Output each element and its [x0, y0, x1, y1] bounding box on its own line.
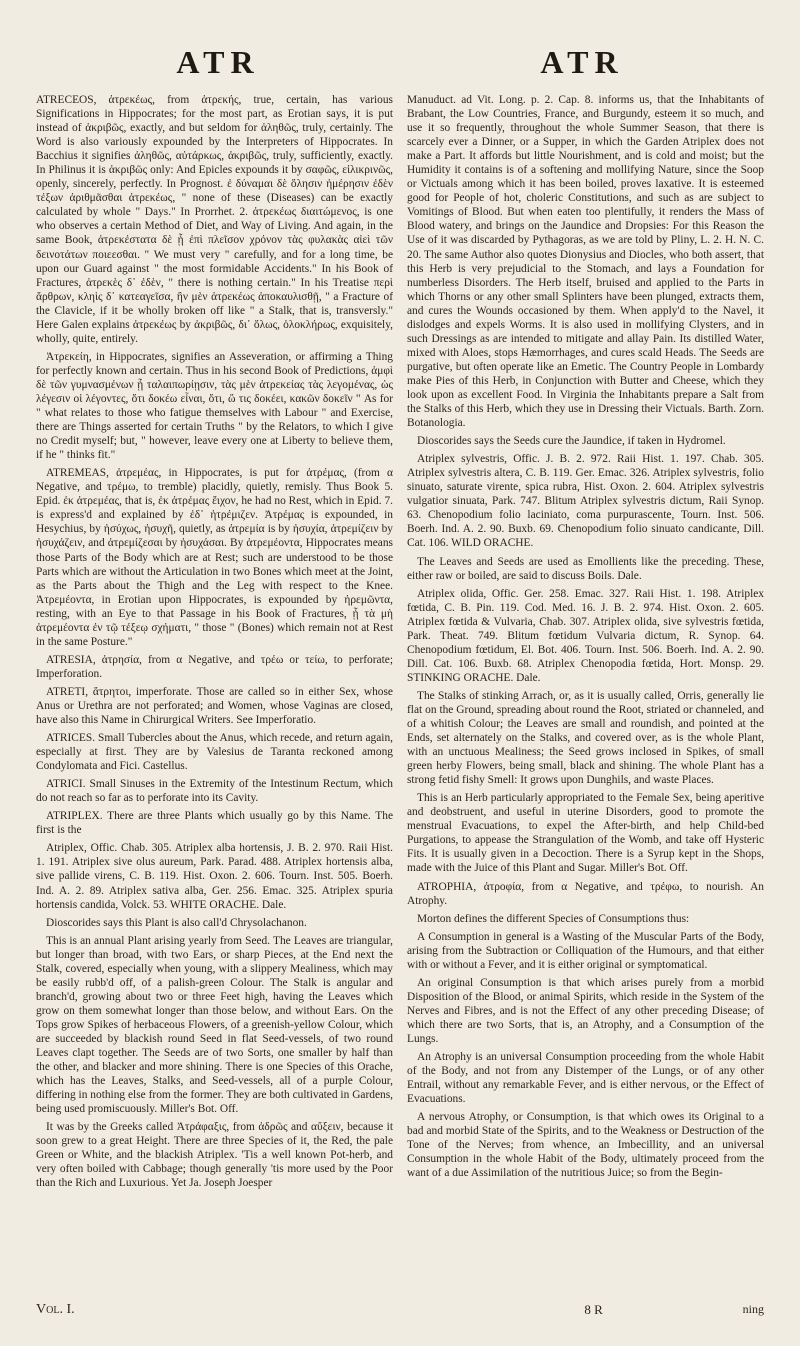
atriplex-greeks: It was by the Greeks called Ἀτράφαξις, from ἀδρῶς and αὔξειν, because it soon grew to a great Height. There are three Species of it, the Red, the pale Green or White, and the blackish Atriplex. 'Tis a well known Pot-herb, and very often boiled with Cabbage; though generally 'tis more used by the Poor than the Rich and Luxurious. Yet Ja. Joseph Joesper	[36, 1121, 393, 1190]
catchword: ning	[742, 1302, 764, 1316]
signature-mark: 8 R	[584, 1302, 603, 1317]
entry-atremeas: ATREMEAS, ἀτρεμέας, in Hippocrates, is put for ἀτρέμας, (from α Negative, and τρέμω, to tremble) placidly, quietly, remisly. Thus Book 5. Epid. ἐκ ἀτρεμέας, that is, ἐκ ἀτρέμας ἔιχον, he had no Rest, which in Epid. 7. is express'd and explained by ἐδ᾽ ἠτρέμιζεν. Ἀτρέμας is expounded, in Hesychius, by ἡσύχως, ἠσυχῆ, quietly, as ἀτρεμία is by ἡσυχία, ἀτρεμίζειν by ἡσυχάζειν, and ἀτρεμίζεσαι by ἡσυχάσαι. By ἀτρεμέοντα, Hippocrates means those Parts of the Body which are at Rest; such are understood to be those Parts which are without the Articulation in two Bones which meet at the Joint, as the Parts about the Thigh and the Leg with respect to the Knee. Ἀτρεμέοντα, in Erotian upon Hippocrates, is expounded by ἠρεμῶντα, resting, with an Eye to that Passage in his Book of Fractures, ᾗ τὰ μὴ ἀτρεμέοντα ἐν τῷ τέξεῳ σχήματι, " those " (Bones) which remain not at Rest in the same Posture."	[36, 467, 393, 648]
volume-label: Vol. I.	[36, 1302, 75, 1317]
entry-atreceos: ATRECEOS, ἀτρεκέως, from ἀτρεκής, true, certain, has various Significations in Hippocrates; for the most part, as Erotian says, it is put instead of ἀκριβῶς, exactly, and but seldom for ἀληθῶς, truly, certainly. The Word is also variously expounded by the Interpreters of Hippocrates. In Bacchius it signifies ἀληθῶς, αὐτάρκως, ἀκριβῶς, truly, sufficiently, exactly. In Philinus it is ἀκριβῶς only: And Epicles expounds it by σαφῶς, εἰλικρινῶς, openly, sincerely, perfectly. In Prognost. ἐ δύναμαι δὲ ὅλησιν ἡμέρησιν ἐδὲν τέξων ἀριθμᾶσθαι ἀτρεκέως, " none of these (Diseases) can be exactly calculated by whole " Days." In Prorrhet. 2. ἀτρεκέως διαιτώμενος, is one who observes a certain Method of Diet, and Way of Living. And again, in the same Book, ἀτρεκέστατα δὲ ᾗ ἐπὶ πλεῖσον χρόνον τὰς φυλακὰς αἰεὶ τῶν δεινοτάτων ποιεεσθαι. " We must very " carefully, and for a long time, be upon our Guard against " the most formidable Accidents." In his Book of Fractures, ἀτρεκὲς δ᾽ ἐδὲν, " there is nothing certain." In his Treatise περὶ ἄρθρων, κληὶς δ᾽ κατεαγεῖσα, ἢν μὲν ἀτρεκέως ἀποκαυλισθῇ, " a Fracture of the Clavicle, if it be wholly broken off like " a Stalk, that is, transversly." Here Galen explains ἀτρεκέως by ἀκριβῶς, δι᾽ ὅλως, ὁλοκλήρως, exquisitely, wholly, quite, entirely.	[36, 94, 393, 345]
consumption-original: An original Consumption is that which arises purely from a morbid Disposition of the Blood, or animal Spirits, which reside in the System of the Nerves and Fibres, and is not the Effect of any other preceding Disease; of which there are two Sorts, that is, an Atrophy, and a Consumption of the Lungs.	[407, 976, 764, 1045]
entry-atrophia: ATROPHIA, ἀτροφία, from α Negative, and τρέφω, to nourish. An Atrophy.	[407, 880, 764, 907]
page-footer	[36, 1302, 764, 1318]
consumption-general: A Consumption in general is a Wasting of the Muscular Parts of the Body, arising from the Subtraction or Colliquation of the Humours, and that either with or without a Fever, and it is either original or symptomatical.	[407, 930, 764, 971]
atriplex-synonyms: Atriplex, Offic. Chab. 305. Atriplex alba hortensis, J. B. 2. 970. Raii Hist. 1. 191. Atriplex sive olus aureum, Park. Parad. 488. Atriplex hortensis alba, sive pallide virens, C. B. 119. Hist. Oxon. 2. 606. Tourn. Inst. 505. Boerh. Ind. A. 2. 89. Atriplex sativa alba, Ger. 256. Emac. 325. Atriplex spuria hortensis candida, Volck. 53. WHITE ORACHE. Dale.	[36, 842, 393, 911]
atriplex-description: This is an annual Plant arising yearly from Seed. The Leaves are triangular, but longer than broad, with two Ears, or sharp Pieces, at the End next the Stalk, covered, especially when young, with a slippery Mealiness, which may be easily rubb'd off, of a palish-green Colour. The Stalk is angular and branch'd, growing about two or three Feet high, having the Leaves which grow on them somewhat longer than those below, and without Ears. On the Tops grow Spikes of herbaceous Flowers, of a greenish-yellow Colour, which are succeeded by blackish round Seed in flat Seed-vessels, of two round Leaves clapt together. The Seeds are of two Sorts, one smaller by half than the other, and blacker and more shining. There is one Species of this Orache, which has the Leaves, Stalks, and Seed-vessels, all of a purple Colour, differing in nothing else from the former. They are both cultivated in Gardens, being used promiscuously. Miller's Bot. Off.	[36, 934, 393, 1116]
entry-atriplex: ATRIPLEX. There are three Plants which usually go by this Name. The first is the	[36, 810, 393, 837]
nervous-atrophy: A nervous Atrophy, or Consumption, is that which owes its Original to a bad and morbid State of the Spirits, and to the Weakness or Destruction of the Tone of the Nerves; from whence, an Imbecillity, and an universal Consumption in the whole Habit of the Body, ultimately proceed from the want of a due Assimilation of the nutritious Juice; so from the Begin-	[407, 1111, 764, 1180]
wild-orache-synonyms: Atriplex sylvestris, Offic. J. B. 2. 972. Raii Hist. 1. 197. Chab. 305. Atriplex sylvestris altera, C. B. 119. Ger. Emac. 326. Atriplex sylvestris, folio sinuato, saturate virente, spica rubra, Hist. Oxon. 2. 604. Atriplex sylvestris vulgatior sinuata, Park. 747. Blitum Atriplex sylvestris dictum, Raii Synop. 63. Chenopodium folio laciniato, coma purpurascente, Tourn. Inst. 506. Boerh. Ind. A. 2. 90. Buxb. 69. Chenopodium folio sinuato candicante, Dill. Cat. 106. WILD ORACHE.	[407, 453, 764, 550]
left-column	[36, 93, 393, 1195]
atriplex-jaundice: Dioscorides says the Seeds cure the Jaundice, if taken in Hydromel.	[417, 435, 726, 448]
entry-atresia: ATRESIA, ἀτρησία, from α Negative, and τρέω or τείω, to perforate; Imperforation.	[36, 653, 393, 680]
running-head-left: ATR	[176, 44, 260, 80]
stinking-orache-synonyms: Atriplex olida, Offic. Ger. 258. Emac. 327. Raii Hist. 1. 198. Atriplex fœtida, C. B. Pin. 119. Cod. Med. 16. J. B. 2. 974. Hist. Oxon. 2. 605. Atriplex fœtida & Vulvaria, Chab. 307. Atriplex olida, sive sylvestris fœtida, Park. Theat. 749. Blitum fœtidum Vulvaria dictum, R. Synop. 64. Chenopodium fœtidum, El. Bot. 406. Tourn. Inst. 506. Boerh. Ind. A. 2. 90. Dill. Cat. 106. Buxb. 68. Atriplex Chenopodia fœtida, Hort. Monsp. 29. STINKING ORACHE. Dale.	[407, 587, 764, 684]
running-head-right: ATR	[540, 44, 624, 80]
text-columns	[36, 93, 764, 1195]
entry-atrices: ATRICES. Small Tubercles about the Anus, which recede, and return again, especially at first. They are by Valesius de Taranta reckoned among Condylomata and Fici. Castellus.	[36, 732, 393, 773]
entry-atrekeie: Ἀτρεκείη, in Hippocrates, signifies an Asseveration, or affirming a Thing for perfectly known and certain. Thus in his second Book of Predictions, ἀμφὶ δὲ τῶν γυμνασμένων ᾗ ταλαιπωρίῃσιν, τὰς μὲν ἀτρεκείας τὰς λεγομένας, ὡς λέγεσιν οἱ λέγοντες, ὅτι δοκέω εἶναι, ὅτι, ὥ τις δοκέει, κακῶν δοκεῖν " As for " what relates to those who fatigue themselves with Labour " and Exercise, there are Things asserted for certain Truths " by the Relators, to which I give no Credit myself; but, " however, leave every one at Liberty to believe them, if he " thinks fit."	[36, 350, 393, 462]
wild-orache-uses: The Leaves and Seeds are used as Emollients like the preceding. These, either raw or boiled, are said to discuss Boils. Dale.	[407, 555, 764, 582]
stinking-orache-description: The Stalks of stinking Arrach, or, as it is usually called, Orris, generally lie flat on the Ground, spreading about round the Root, striated or channeled, and of a whitish Colour; the Leaves are small and roundish, and pointed at the Ends, set alternately on the Stalks, and covered over, as is the whole Plant, with an unctuous Mealiness; the Seed grows inclosed in Spikes, of small green herby Flowers, being small, black and shining. The whole Plant has a strong fetid fishy Smell: It grows upon Dunghils, and waste Places.	[407, 689, 764, 787]
entry-atrici: ATRICI. Small Sinuses in the Extremity of the Intestinum Rectum, which do not reach so far as to perforate into its Cavity.	[36, 778, 393, 805]
atriplex-dioscorides: Dioscorides says this Plant is also call'd Chrysolachanon.	[46, 916, 307, 929]
entry-atreti: ATRETI, ἄτρητοι, imperforate. Those are called so in either Sex, whose Anus or Urethra are not perforated; and Women, whose Vaginas are closed, have also this Name in Chirurgical Writers. See Imperforatio.	[36, 685, 393, 727]
morton-definition: Morton defines the different Species of Consumptions thus:	[417, 912, 690, 925]
right-column	[407, 93, 764, 1195]
atrophy-definition: An Atrophy is an universal Consumption proceeding from the whole Habit of the Body, and not from any Distemper of the Lungs, or of any other Entrail, without any remarkable Fever, and is either nervous, or the Effect of Evacuations.	[407, 1051, 764, 1106]
stinking-orache-uses: This is an Herb particularly appropriated to the Female Sex, being aperitive and deobstruent, and useful in uterine Disorders, good to promote the menstrual Evacuations, to expel the After-birth, and help Child-bed Purgations, to appease the Strangulation of the Womb, and take off Hysteric Fits. It is usually given in a Decoction. There is a Syrup kept in the Shops, made with the Juice of this Plant and Sugar. Miller's Bot. Off.	[407, 792, 764, 875]
running-heads	[36, 44, 764, 81]
atriplex-uses: Manuduct. ad Vit. Long. p. 2. Cap. 8. informs us, that the Inhabitants of Brabant, the Low Countries, France, and Burgundy, esteem it so much, and use it so frequently, throughout the whole Summer Season, that there is scarcely ever a Dinner, or a Supper, in which the Garden Atriplex does not make a Part. It affords but little Nourishment, and is cold and moist; but the Humidity it contains is of a softening and mollifying Nature, since the Soop or Victuals among which it has been boiled, proves laxative. It is esteemed good for People of hot, choleric Constitutions, and such as are subject to Vomitings of Blood. But when eaten too plentifully, it renders the Mass of Blood watery, and brings on the Jaundice and Dropsies: For this Reason the Use of it was discarded by Pythagoras, as we are told by Pliny, L. 2. H. N. C. 20. The same Author also quotes Dionysius and Diocles, who both assert, that this Herb is very prejudicial to the Stomach, and lays a Foundation for numberless Disorders. The Herb itself, bruised and applied to the Parts in which Thorns or any other small Splinters have been plunged, extracts them, and cures the Wounds occasioned by them. When apply'd to the Navel, it dislodges and expels Worms. It is also used in mollifying Clysters, and in such Dressings as are intended to mitigate and allay Pain. Its distilled Water, mixed with Aloes, stops Hæmorrhages, and cures scald Heads. The Seeds are purgative, but often operate like an Emetic. The Country People in Lombardy make Pies of this Herb, in Conjunction with Butter and Cheese, which they look upon as excellent Food. In Virginia the Inhabitants prepare a Salt from the Stalks of this Herb, which they use in Dressing their Victuals. Barth. Zorn. Botanologia.	[407, 94, 764, 430]
